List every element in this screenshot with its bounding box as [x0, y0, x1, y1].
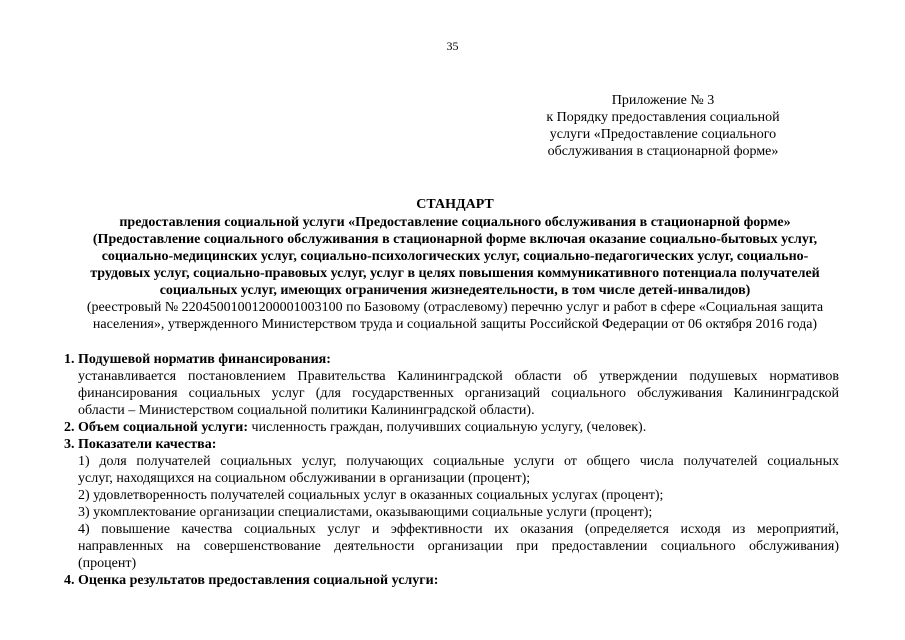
section-heading-label: 2. Объем социальной услуги:	[64, 420, 249, 435]
register-line: (реестровый № 22045001001200001003100 по Базовому (отраслевому) перечню услуг и работ в сфере «Социальная защита	[86, 300, 824, 315]
appendix-line: Приложение № 3	[611, 93, 715, 108]
document-body	[0, 351, 905, 589]
subtitle-line: предоставления социальной услуги «Предоставление социального обслуживания в стационарной форме»	[119, 215, 791, 230]
appendix-line: услуги «Предоставление социального	[549, 127, 777, 142]
section-heading	[64, 419, 905, 436]
indicator-line: 1) доля получателей социальных услуг, получающих социальные услуги от общего числа получателей социальных	[78, 454, 839, 469]
appendix-line: к Порядку предоставления социальной	[546, 110, 780, 125]
subtitle-line: социальных услуг, имеющих ограничения жизнедеятельности, в том числе детей-инвалидов)	[159, 283, 751, 298]
section-funding-norm	[0, 351, 905, 419]
standard-subtitle	[56, 214, 854, 299]
appendix-line: обслуживания в стационарной форме»	[547, 144, 779, 159]
register-note	[56, 299, 854, 333]
register-line: населения», утвержденного Министерством труда и социальной защиты Российской Федерации от 06 октября 2016 года)	[92, 317, 818, 332]
indicator-line: (процент)	[78, 556, 137, 571]
indicator-line: направленных на совершенствование деятельности организации при предоставлении социального обслуживания)	[78, 539, 839, 554]
indicator-line: 3) укомплектование организации специалистами, оказывающими социальные услуги (процент);	[78, 505, 653, 520]
section-text-line: области – Министерством социальной политики Калининградской области).	[78, 403, 535, 418]
indicator-line: 2) удовлетворенность получателей социальных услуг в оказанных социальных услугах (процент);	[78, 488, 664, 503]
section-heading: 4. Оценка результатов предоставления социальной услуги:	[64, 573, 439, 588]
section-inline-text: численность граждан, получивших социальную услугу, (человек).	[248, 420, 647, 435]
appendix-note	[522, 92, 804, 160]
subtitle-line: (Предоставление социального обслуживания в стационарной форме включая оказание социально-бытовых услуг,	[92, 232, 818, 247]
section-heading: 1. Подушевой норматив финансирования:	[64, 352, 331, 367]
section-heading: 3. Показатели качества:	[64, 437, 217, 452]
subtitle-line: трудовых услуг, социально-правовых услуг, услуг в целях повышения коммуникативного потенциала получателей	[90, 266, 820, 281]
section-quality-indicators	[0, 436, 905, 572]
standard-title: СТАНДАРТ	[416, 197, 494, 212]
page-number: 35	[446, 39, 459, 53]
section-text-line: финансирования социальных услуг (для государственных организаций социального обслуживания Калининградской	[78, 386, 839, 401]
subtitle-line: социально-медицинских услуг, социально-психологических услуг, социально-педагогических услуг, социально-	[101, 249, 809, 264]
section-service-volume	[0, 419, 905, 436]
indicator-line: 4) повышение качества социальных услуг и эффективности их оказания (определяется исходя из мероприятий,	[78, 522, 839, 537]
section-text-line: устанавливается постановлением Правительства Калининградской области об утверждении подушевых нормативов	[78, 369, 839, 384]
indicator-line: услуг, находящихся на социальном обслуживании в организации (процент);	[78, 471, 531, 486]
standard-title-block	[56, 196, 854, 333]
section-results-evaluation	[0, 572, 905, 589]
